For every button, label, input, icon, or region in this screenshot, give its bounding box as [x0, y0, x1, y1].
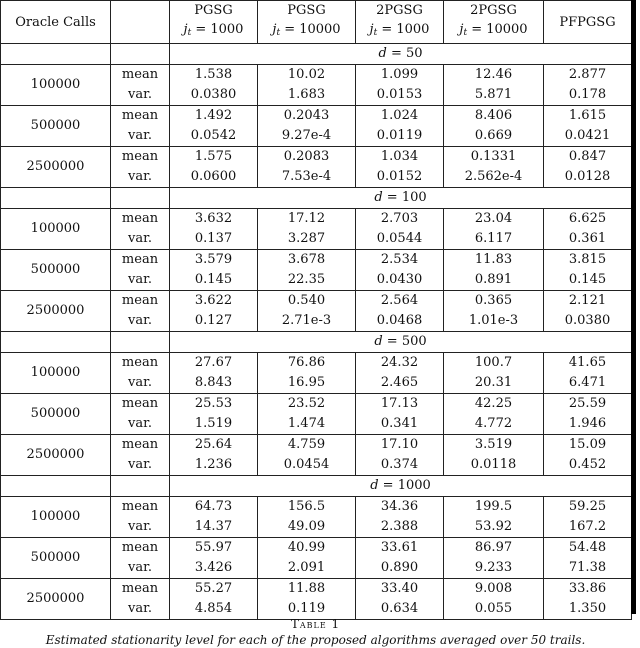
value-cell: 33.61 [356, 538, 444, 559]
value-cell: 1.519 [170, 414, 258, 435]
value-cell: 167.2 [544, 517, 632, 538]
value-cell: 0.365 [444, 291, 544, 312]
value-cell: 1.350 [544, 599, 632, 620]
stat-label: var. [111, 126, 170, 147]
value-cell: 2.388 [356, 517, 444, 538]
value-cell: 0.361 [544, 229, 632, 250]
table-row [1, 497, 632, 518]
value-cell: 24.32 [356, 353, 444, 374]
stat-label: var. [111, 373, 170, 394]
oracle-calls-cell: 500000 [1, 394, 111, 435]
value-cell: 1.615 [544, 106, 632, 127]
table-row [1, 291, 632, 312]
value-cell: 0.2083 [258, 147, 356, 168]
table-row [1, 353, 632, 374]
stat-label: mean [111, 65, 170, 86]
value-cell: 54.48 [544, 538, 632, 559]
value-cell: 0.0128 [544, 167, 632, 188]
value-cell: 10.02 [258, 65, 356, 86]
column-header-param: $j_t = 1000$ [369, 22, 430, 38]
empty-cell [1, 188, 111, 209]
stat-label: var. [111, 229, 170, 250]
dimension-label [170, 44, 632, 65]
value-cell: 0.374 [356, 455, 444, 476]
value-cell: 0.178 [544, 85, 632, 106]
value-cell: 6.471 [544, 373, 632, 394]
value-cell: 2.091 [258, 558, 356, 579]
value-cell: 0.0600 [170, 167, 258, 188]
value-cell: 6.625 [544, 209, 632, 230]
value-cell: 42.25 [444, 394, 544, 415]
oracle-calls-cell: 2500000 [1, 435, 111, 476]
value-cell: 0.341 [356, 414, 444, 435]
value-cell: 17.10 [356, 435, 444, 456]
value-cell: 64.73 [170, 497, 258, 518]
value-cell: 7.53e-4 [258, 167, 356, 188]
value-cell: 2.465 [356, 373, 444, 394]
value-cell: 1.236 [170, 455, 258, 476]
stat-label: var. [111, 455, 170, 476]
column-header-4 [444, 1, 544, 44]
table-row [1, 538, 632, 559]
value-cell: 2.564 [356, 291, 444, 312]
stat-label: var. [111, 558, 170, 579]
value-cell: 27.67 [170, 353, 258, 374]
table-caption [0, 616, 631, 648]
value-cell: 25.53 [170, 394, 258, 415]
table-row [1, 106, 632, 127]
value-cell: 0.055 [444, 599, 544, 620]
stat-label: mean [111, 579, 170, 600]
value-cell: 199.5 [444, 497, 544, 518]
dimension-row [1, 476, 632, 497]
value-cell: 25.59 [544, 394, 632, 415]
right-edge-bar [631, 0, 636, 614]
value-cell: 0.452 [544, 455, 632, 476]
value-cell: 0.891 [444, 270, 544, 291]
value-cell: 15.09 [544, 435, 632, 456]
caption-text: Estimated stationarity level for each of the proposed algorithms averaged over 50 trails. [45, 633, 586, 647]
table-row [1, 209, 632, 230]
stat-label: var. [111, 517, 170, 538]
empty-cell [111, 188, 170, 209]
value-cell: 0.669 [444, 126, 544, 147]
dimension-symbol: d [374, 190, 383, 205]
value-cell: 53.92 [444, 517, 544, 538]
stat-label: var. [111, 311, 170, 332]
value-cell: 33.40 [356, 579, 444, 600]
value-cell: 9.233 [444, 558, 544, 579]
empty-cell [111, 332, 170, 353]
value-cell: 14.37 [170, 517, 258, 538]
value-cell: 0.2043 [258, 106, 356, 127]
value-cell: 8.843 [170, 373, 258, 394]
value-cell: 2.877 [544, 65, 632, 86]
value-cell: 0.0380 [544, 311, 632, 332]
value-cell: 23.52 [258, 394, 356, 415]
value-cell: 40.99 [258, 538, 356, 559]
value-cell: 59.25 [544, 497, 632, 518]
stat-label: mean [111, 209, 170, 230]
value-cell: 4.772 [444, 414, 544, 435]
value-cell: 34.36 [356, 497, 444, 518]
oracle-calls-cell: 500000 [1, 538, 111, 579]
column-header-name: 2PGSG [470, 3, 517, 18]
value-cell: 3.678 [258, 250, 356, 271]
value-cell: 0.0454 [258, 455, 356, 476]
column-header-3 [356, 1, 444, 44]
value-cell: 5.871 [444, 85, 544, 106]
column-header-param: $j_t = 10000$ [459, 22, 528, 38]
value-cell: 0.0118 [444, 455, 544, 476]
column-header-5 [544, 1, 632, 44]
value-cell: 0.145 [170, 270, 258, 291]
stat-label: var. [111, 85, 170, 106]
value-cell: 0.634 [356, 599, 444, 620]
dimension-value: = 1000 [378, 478, 431, 493]
stat-label: mean [111, 538, 170, 559]
stat-label: mean [111, 291, 170, 312]
dimension-row [1, 188, 632, 209]
value-cell: 55.97 [170, 538, 258, 559]
column-header-name: PGSG [194, 3, 233, 18]
value-cell: 49.09 [258, 517, 356, 538]
column-header-2 [258, 1, 356, 44]
value-cell: 0.0468 [356, 311, 444, 332]
value-cell: 17.13 [356, 394, 444, 415]
oracle-calls-cell: 500000 [1, 106, 111, 147]
value-cell: 0.0544 [356, 229, 444, 250]
dimension-row [1, 332, 632, 353]
value-cell: 3.632 [170, 209, 258, 230]
oracle-calls-cell: 100000 [1, 65, 111, 106]
stat-header [111, 1, 170, 44]
value-cell: 86.97 [444, 538, 544, 559]
stat-label: var. [111, 270, 170, 291]
oracle-calls-cell: 500000 [1, 250, 111, 291]
dimension-label [170, 332, 632, 353]
stat-label: mean [111, 250, 170, 271]
value-cell: 55.27 [170, 579, 258, 600]
value-cell: 0.127 [170, 311, 258, 332]
value-cell: 0.0153 [356, 85, 444, 106]
oracle-calls-cell: 100000 [1, 209, 111, 250]
value-cell: 2.703 [356, 209, 444, 230]
stat-label: mean [111, 497, 170, 518]
dimension-row [1, 44, 632, 65]
oracle-calls-cell: 2500000 [1, 147, 111, 188]
value-cell: 156.5 [258, 497, 356, 518]
empty-cell [1, 332, 111, 353]
value-cell: 1.034 [356, 147, 444, 168]
value-cell: 1.099 [356, 65, 444, 86]
caption-title: Table 1 [290, 617, 341, 631]
column-header-param: $j_t = 1000$ [183, 22, 244, 38]
value-cell: 2.121 [544, 291, 632, 312]
table-row [1, 435, 632, 456]
empty-cell [111, 44, 170, 65]
dimension-value: = 50 [386, 46, 423, 61]
value-cell: 11.83 [444, 250, 544, 271]
value-cell: 9.008 [444, 579, 544, 600]
column-header-name: PFPGSG [559, 14, 616, 30]
value-cell: 0.0119 [356, 126, 444, 147]
value-cell: 17.12 [258, 209, 356, 230]
stat-label: mean [111, 353, 170, 374]
value-cell: 6.117 [444, 229, 544, 250]
empty-cell [1, 476, 111, 497]
value-cell: 20.31 [444, 373, 544, 394]
value-cell: 0.119 [258, 599, 356, 620]
value-cell: 1.474 [258, 414, 356, 435]
value-cell: 0.540 [258, 291, 356, 312]
stat-label: mean [111, 435, 170, 456]
oracle-calls-cell: 2500000 [1, 291, 111, 332]
value-cell: 0.0430 [356, 270, 444, 291]
value-cell: 2.534 [356, 250, 444, 271]
stat-label: var. [111, 167, 170, 188]
value-cell: 3.815 [544, 250, 632, 271]
oracle-calls-cell: 100000 [1, 353, 111, 394]
value-cell: 1.538 [170, 65, 258, 86]
value-cell: 3.519 [444, 435, 544, 456]
value-cell: 0.890 [356, 558, 444, 579]
dimension-value: = 500 [382, 334, 427, 349]
value-cell: 1.683 [258, 85, 356, 106]
oracle-calls-header: Oracle Calls [1, 1, 111, 44]
table-row [1, 394, 632, 415]
value-cell: 1.024 [356, 106, 444, 127]
column-header-1 [170, 1, 258, 44]
oracle-calls-cell: 100000 [1, 497, 111, 538]
value-cell: 76.86 [258, 353, 356, 374]
column-header-name: 2PGSG [376, 3, 423, 18]
oracle-calls-cell: 2500000 [1, 579, 111, 620]
table-row [1, 250, 632, 271]
value-cell: 23.04 [444, 209, 544, 230]
table-row [1, 147, 632, 168]
value-cell: 2.71e-3 [258, 311, 356, 332]
stat-label: mean [111, 147, 170, 168]
value-cell: 0.0380 [170, 85, 258, 106]
value-cell: 1.492 [170, 106, 258, 127]
value-cell: 0.137 [170, 229, 258, 250]
value-cell: 3.426 [170, 558, 258, 579]
value-cell: 3.579 [170, 250, 258, 271]
value-cell: 25.64 [170, 435, 258, 456]
value-cell: 0.1331 [444, 147, 544, 168]
value-cell: 41.65 [544, 353, 632, 374]
dimension-label [170, 476, 632, 497]
value-cell: 11.88 [258, 579, 356, 600]
dimension-symbol: d [374, 334, 383, 349]
value-cell: 4.854 [170, 599, 258, 620]
value-cell: 0.0421 [544, 126, 632, 147]
dimension-label [170, 188, 632, 209]
value-cell: 33.86 [544, 579, 632, 600]
value-cell: 2.562e-4 [444, 167, 544, 188]
value-cell: 0.847 [544, 147, 632, 168]
value-cell: 3.287 [258, 229, 356, 250]
column-header-name: PGSG [287, 3, 326, 18]
value-cell: 71.38 [544, 558, 632, 579]
table-row [1, 65, 632, 86]
value-cell: 8.406 [444, 106, 544, 127]
value-cell: 3.622 [170, 291, 258, 312]
empty-cell [111, 476, 170, 497]
value-cell: 12.46 [444, 65, 544, 86]
stat-label: var. [111, 599, 170, 620]
value-cell: 0.0152 [356, 167, 444, 188]
stat-label: mean [111, 106, 170, 127]
value-cell: 16.95 [258, 373, 356, 394]
dimension-symbol: d [370, 478, 379, 493]
table-row [1, 579, 632, 600]
stat-label: mean [111, 394, 170, 415]
value-cell: 1.946 [544, 414, 632, 435]
header-row [1, 1, 632, 44]
stat-label: var. [111, 414, 170, 435]
value-cell: 9.27e-4 [258, 126, 356, 147]
dimension-symbol: d [378, 46, 387, 61]
value-cell: 1.01e-3 [444, 311, 544, 332]
column-header-param: $j_t = 10000$ [272, 22, 341, 38]
value-cell: 0.0542 [170, 126, 258, 147]
value-cell: 1.575 [170, 147, 258, 168]
value-cell: 4.759 [258, 435, 356, 456]
empty-cell [1, 44, 111, 65]
dimension-value: = 100 [382, 190, 427, 205]
value-cell: 100.7 [444, 353, 544, 374]
value-cell: 22.35 [258, 270, 356, 291]
value-cell: 0.145 [544, 270, 632, 291]
